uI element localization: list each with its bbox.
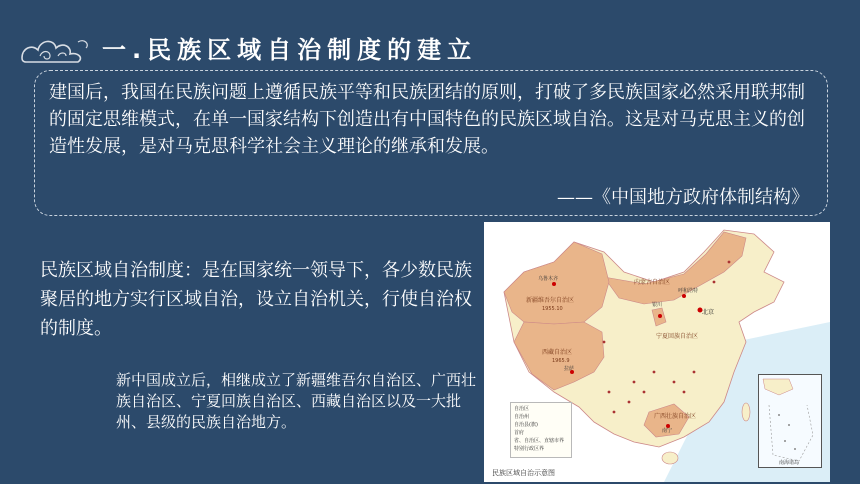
legend-item: 自治区 [514,406,530,412]
nanning-label: 南宁 [662,428,673,434]
legend-item: 首府 [514,430,525,436]
xinjiang-label: 新疆维吾尔自治区 [526,297,575,304]
hohhot-label: 呼和浩特 [678,288,699,294]
map-legend [510,402,572,458]
autonomy-map [484,222,830,482]
quote-text: 建国后，我国在民族问题上遵循民族平等和民族团结的原则，打破了多民族国家必然采用联邦制的固定思维模式，在单一国家结构下创造出有中国特色的民族区域自治。这是对马克思主义的创造性发展，是对马克思科学社会主义理论的继承和发展。 [49,82,805,157]
definition-text: 民族区域自治制度：是在国家统一领导下，各少数民族聚居的地方实行区域自治，设立自治机关，行使自治权的制度。 [40,260,472,339]
guangxi-label: 广西壮族自治区 [654,413,697,420]
south-china-sea-inset [758,374,822,468]
quote-box [34,70,828,216]
tibet-label: 西藏自治区 [542,349,573,356]
beijing-label: 北京 [702,309,715,316]
urumqi-label: 乌鲁木齐 [538,276,559,282]
legend-item: 省、自治区、直辖市界 [514,438,565,444]
quote-source: ——《中国地方政府体制结构》 [557,187,809,208]
page-title: 一.民族区域自治制度的建立 [102,36,478,64]
tibet-year-label: 1965.9 [552,358,570,364]
lhasa-label: 拉萨 [564,366,575,372]
inset-label: 南海诸岛 [779,460,800,466]
history-text: 新中国成立后，相继成立了新疆维吾尔自治区、广西壮族自治区、宁夏回族自治区、西藏自治区以及一大批州、县级的民族自治地方。 [116,371,477,431]
xinjiang-year-label: 1955.10 [542,306,563,312]
inner-mongolia-label: 内蒙古自治区 [634,279,671,286]
legend-item: 自治县(旗) [514,422,538,428]
auspicious-cloud-icon [18,28,94,68]
legend-item: 自治州 [514,414,530,420]
ningxia-label: 宁夏回族自治区 [656,333,699,340]
yinchuan-label: 银川 [652,302,663,308]
map-caption: 民族区域自治示意图 [492,469,555,477]
legend-item: 特别行政区界 [514,446,545,452]
